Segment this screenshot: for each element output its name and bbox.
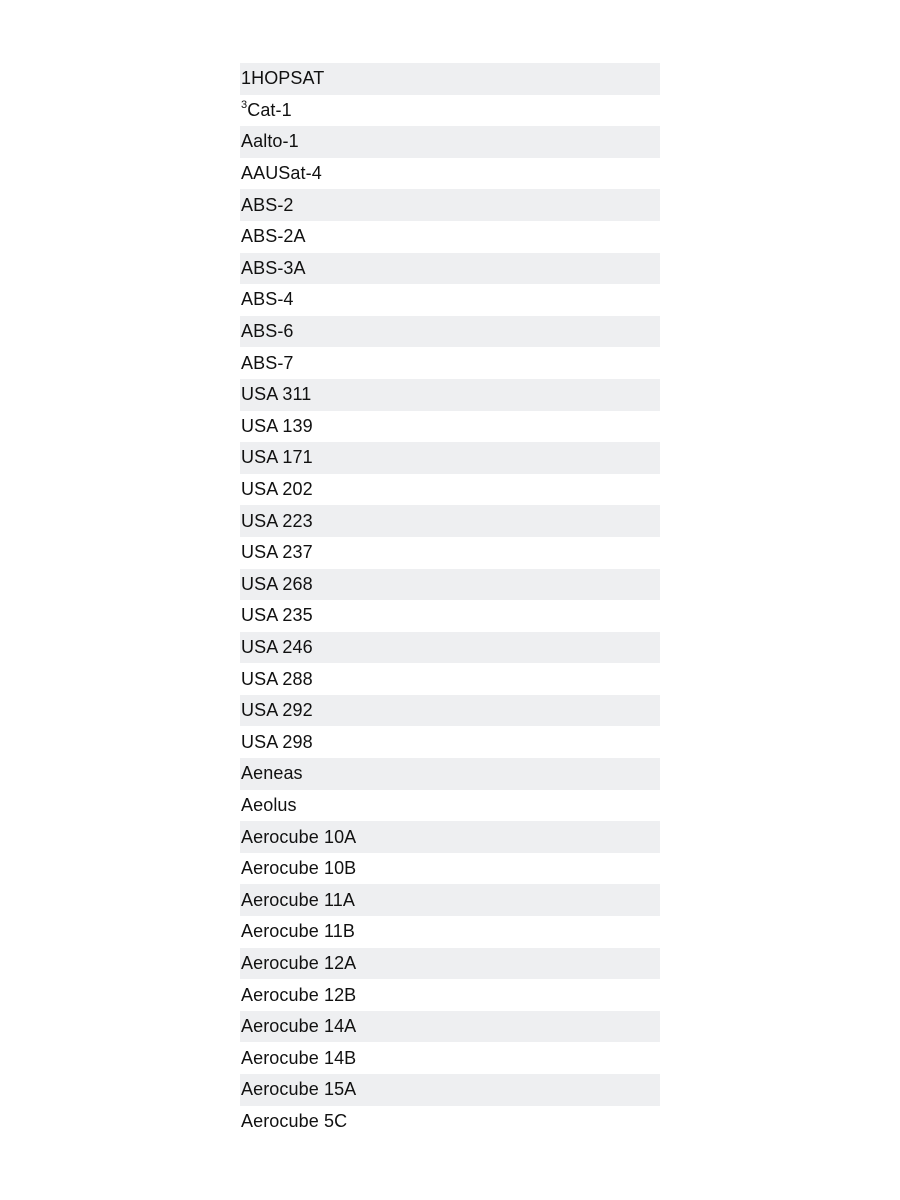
- list-item: 3 Cat-1: [241, 99, 292, 120]
- list-item-label: ABS-7: [241, 352, 294, 373]
- list-item-label: USA 202: [241, 479, 313, 500]
- list-item: [240, 569, 660, 601]
- list-item: [240, 1011, 660, 1043]
- list-item: [240, 726, 660, 758]
- list-item: [240, 379, 660, 411]
- list-item: [240, 695, 660, 727]
- list-item-label: Aeneas: [241, 763, 303, 784]
- list-item-label: ABS-2: [241, 194, 294, 215]
- list-item: [240, 442, 660, 474]
- list-item-label: Aalto-1: [241, 131, 299, 152]
- list-item-label: USA 235: [241, 605, 313, 626]
- list-item: [240, 221, 660, 253]
- list-item: [240, 600, 660, 632]
- list-item-label: USA 223: [241, 510, 313, 531]
- list-item: [240, 474, 660, 506]
- list-item-label: USA 288: [241, 668, 313, 689]
- list-item-label: Aerocube 10B: [241, 858, 357, 879]
- list-item: [240, 505, 660, 537]
- list-item-label: USA 298: [241, 731, 313, 752]
- list-item: [240, 1106, 660, 1138]
- list-item-label: USA 237: [241, 542, 313, 563]
- list-item: [240, 979, 660, 1011]
- list-item: [240, 347, 660, 379]
- list-item: [240, 189, 660, 221]
- list-item: [240, 316, 660, 348]
- list-item-label: ABS-3A: [241, 257, 306, 278]
- list-item-label: ABS-6: [241, 321, 294, 342]
- list-item: [240, 1042, 660, 1074]
- list-item-label: Aerocube 14A: [241, 1016, 357, 1037]
- list-item: [240, 1074, 660, 1106]
- list-item-label: ABS-4: [241, 289, 294, 310]
- list-item: [240, 537, 660, 569]
- list-item-label: 1HOPSAT: [241, 68, 325, 89]
- list-item-label: Aerocube 15A: [241, 1079, 357, 1100]
- list-item-label: ABS-2A: [241, 226, 306, 247]
- list-item-label: Aeolus: [241, 794, 297, 815]
- list-item-label: USA 171: [241, 447, 313, 468]
- list-item-label: USA 139: [241, 415, 313, 436]
- satellite-list: [240, 63, 660, 1137]
- list-item-label: Cat-1: [247, 99, 292, 120]
- list-item: [240, 948, 660, 980]
- list-item-label: Aerocube 5C: [241, 1110, 348, 1131]
- list-item-label: USA 292: [241, 700, 313, 721]
- list-item: [240, 158, 660, 190]
- list-item-label: Aerocube 14B: [241, 1047, 357, 1068]
- list-item-label: USA 246: [241, 636, 313, 657]
- list-item: [240, 758, 660, 790]
- list-item: [240, 632, 660, 664]
- list-item: [240, 853, 660, 885]
- list-item-label: Aerocube 10A: [241, 826, 357, 847]
- list-item: [240, 126, 660, 158]
- list-item-label: Aerocube 11B: [241, 921, 355, 942]
- list-item: [240, 790, 660, 822]
- list-item: [240, 253, 660, 285]
- list-item-label: AAUSat-4: [241, 163, 322, 184]
- list-item: [240, 411, 660, 443]
- list-item-label: USA 311: [241, 384, 312, 405]
- list-item: [240, 884, 660, 916]
- list-item: [240, 63, 660, 95]
- list-item: [240, 284, 660, 316]
- list-item-label: Aerocube 12A: [241, 952, 357, 973]
- list-item: [240, 821, 660, 853]
- list-item: [240, 663, 660, 695]
- list-item-label: USA 268: [241, 573, 313, 594]
- list-item-label: Aerocube 12B: [241, 984, 357, 1005]
- list-item-label: Aerocube 11A: [241, 889, 355, 910]
- list-item: [240, 916, 660, 948]
